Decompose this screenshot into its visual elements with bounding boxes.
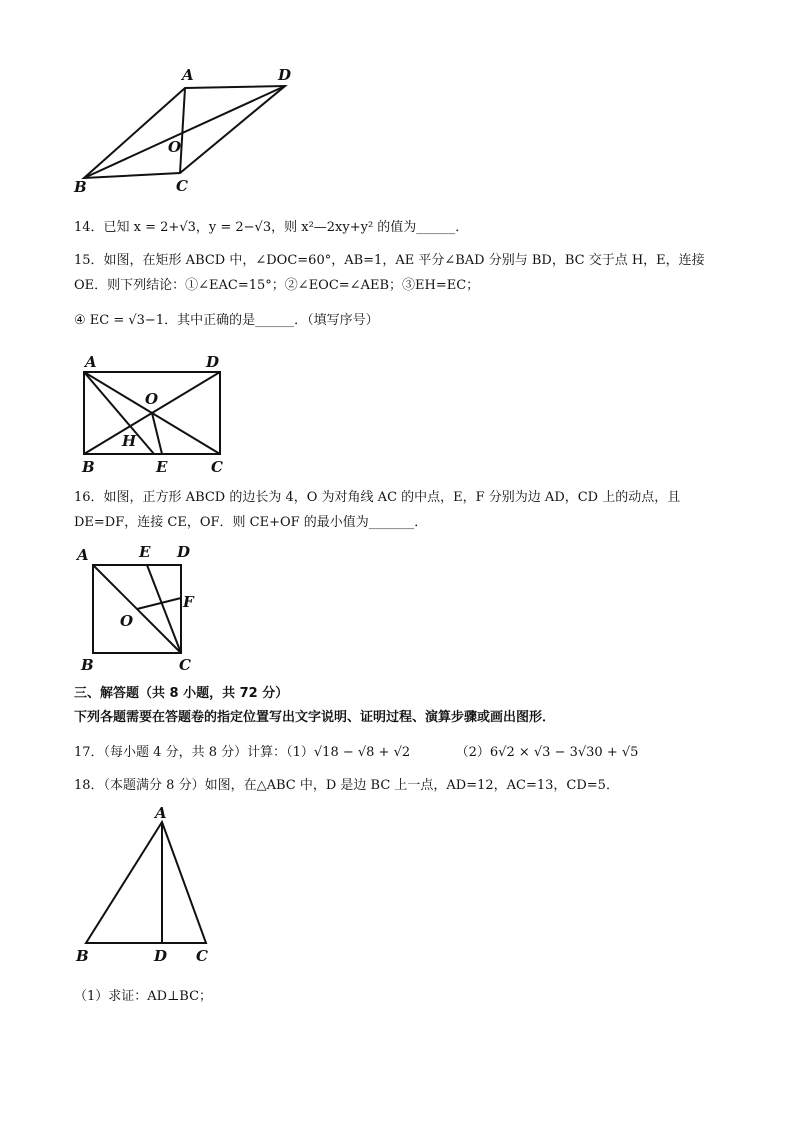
label-d: D — [278, 66, 292, 84]
triangle-figure — [70, 800, 230, 970]
question-15-line-1: 15．如图，在矩形 ABCD 中，∠DOC=60°，AB=1，AE 平分∠BAD 分别与 BD，BC 交于点 H，E，连接 — [74, 253, 705, 268]
diagonal-ac — [180, 88, 185, 173]
question-16-line-2: DE=DF，连接 CE，OF．则 CE+OF 的最小值为_______． — [74, 515, 428, 530]
question-17: 17．（每小题 4 分，共 8 分）计算：（1）√18 − √8 + √2 （2）6√2 × √3 − 3√30 + √5 — [74, 745, 639, 760]
question-15-line-3: ④ EC = √3−1．其中正确的是______．（填写序号） — [74, 313, 379, 328]
segment-ce — [147, 565, 181, 653]
triangle-outline — [86, 822, 206, 943]
label-b: B — [74, 178, 87, 196]
label-c: C — [176, 177, 188, 195]
segment-of — [137, 598, 181, 609]
question-18: 18．（本题满分 8 分）如图，在△ABC 中，D 是边 BC 上一点，AD=12，AC=13，CD=5． — [74, 778, 619, 793]
label-a: A — [182, 66, 194, 84]
label-a: A — [77, 546, 89, 564]
label-a: A — [155, 804, 167, 822]
question-15-line-2: OE．则下列结论：①∠EAC=15°；②∠EOC=∠AEB；③EH=EC； — [74, 278, 480, 293]
label-b: B — [76, 947, 89, 965]
label-d: D — [154, 947, 168, 965]
question-16-line-1: 16．如图，正方形 ABCD 的边长为 4，O 为对角线 AC 的中点，E，F 分别为边 AD，CD 上的动点，且 — [74, 490, 681, 505]
label-h: H — [122, 432, 137, 450]
section-3-title: 三、解答题（共 8 小题，共 72 分） — [74, 686, 289, 701]
label-b: B — [81, 656, 94, 674]
label-d: D — [206, 353, 220, 371]
section-3-instructions: 下列各题需要在答题卷的指定位置写出文字说明、证明过程、演算步骤或画出图形． — [74, 710, 556, 725]
label-o: O — [168, 138, 182, 156]
segment-ae — [84, 372, 154, 454]
label-d: D — [177, 543, 191, 561]
label-e: E — [156, 458, 168, 476]
question-18-part-1: （1）求证：AD⊥BC； — [74, 989, 213, 1004]
label-c: C — [211, 458, 223, 476]
label-c: C — [196, 947, 208, 965]
label-a: A — [85, 353, 97, 371]
label-b: B — [82, 458, 95, 476]
parallelogram-figure — [70, 60, 310, 200]
label-e: E — [139, 543, 151, 561]
rectangle-figure — [76, 350, 236, 480]
square-figure — [72, 538, 212, 678]
label-o: O — [145, 390, 159, 408]
label-o: O — [120, 612, 134, 630]
label-f: F — [183, 593, 194, 611]
label-c: C — [179, 656, 191, 674]
question-14: 14．已知 x = 2+√3，y = 2−√3，则 x²—2xy+y² 的值为______． — [74, 220, 469, 235]
